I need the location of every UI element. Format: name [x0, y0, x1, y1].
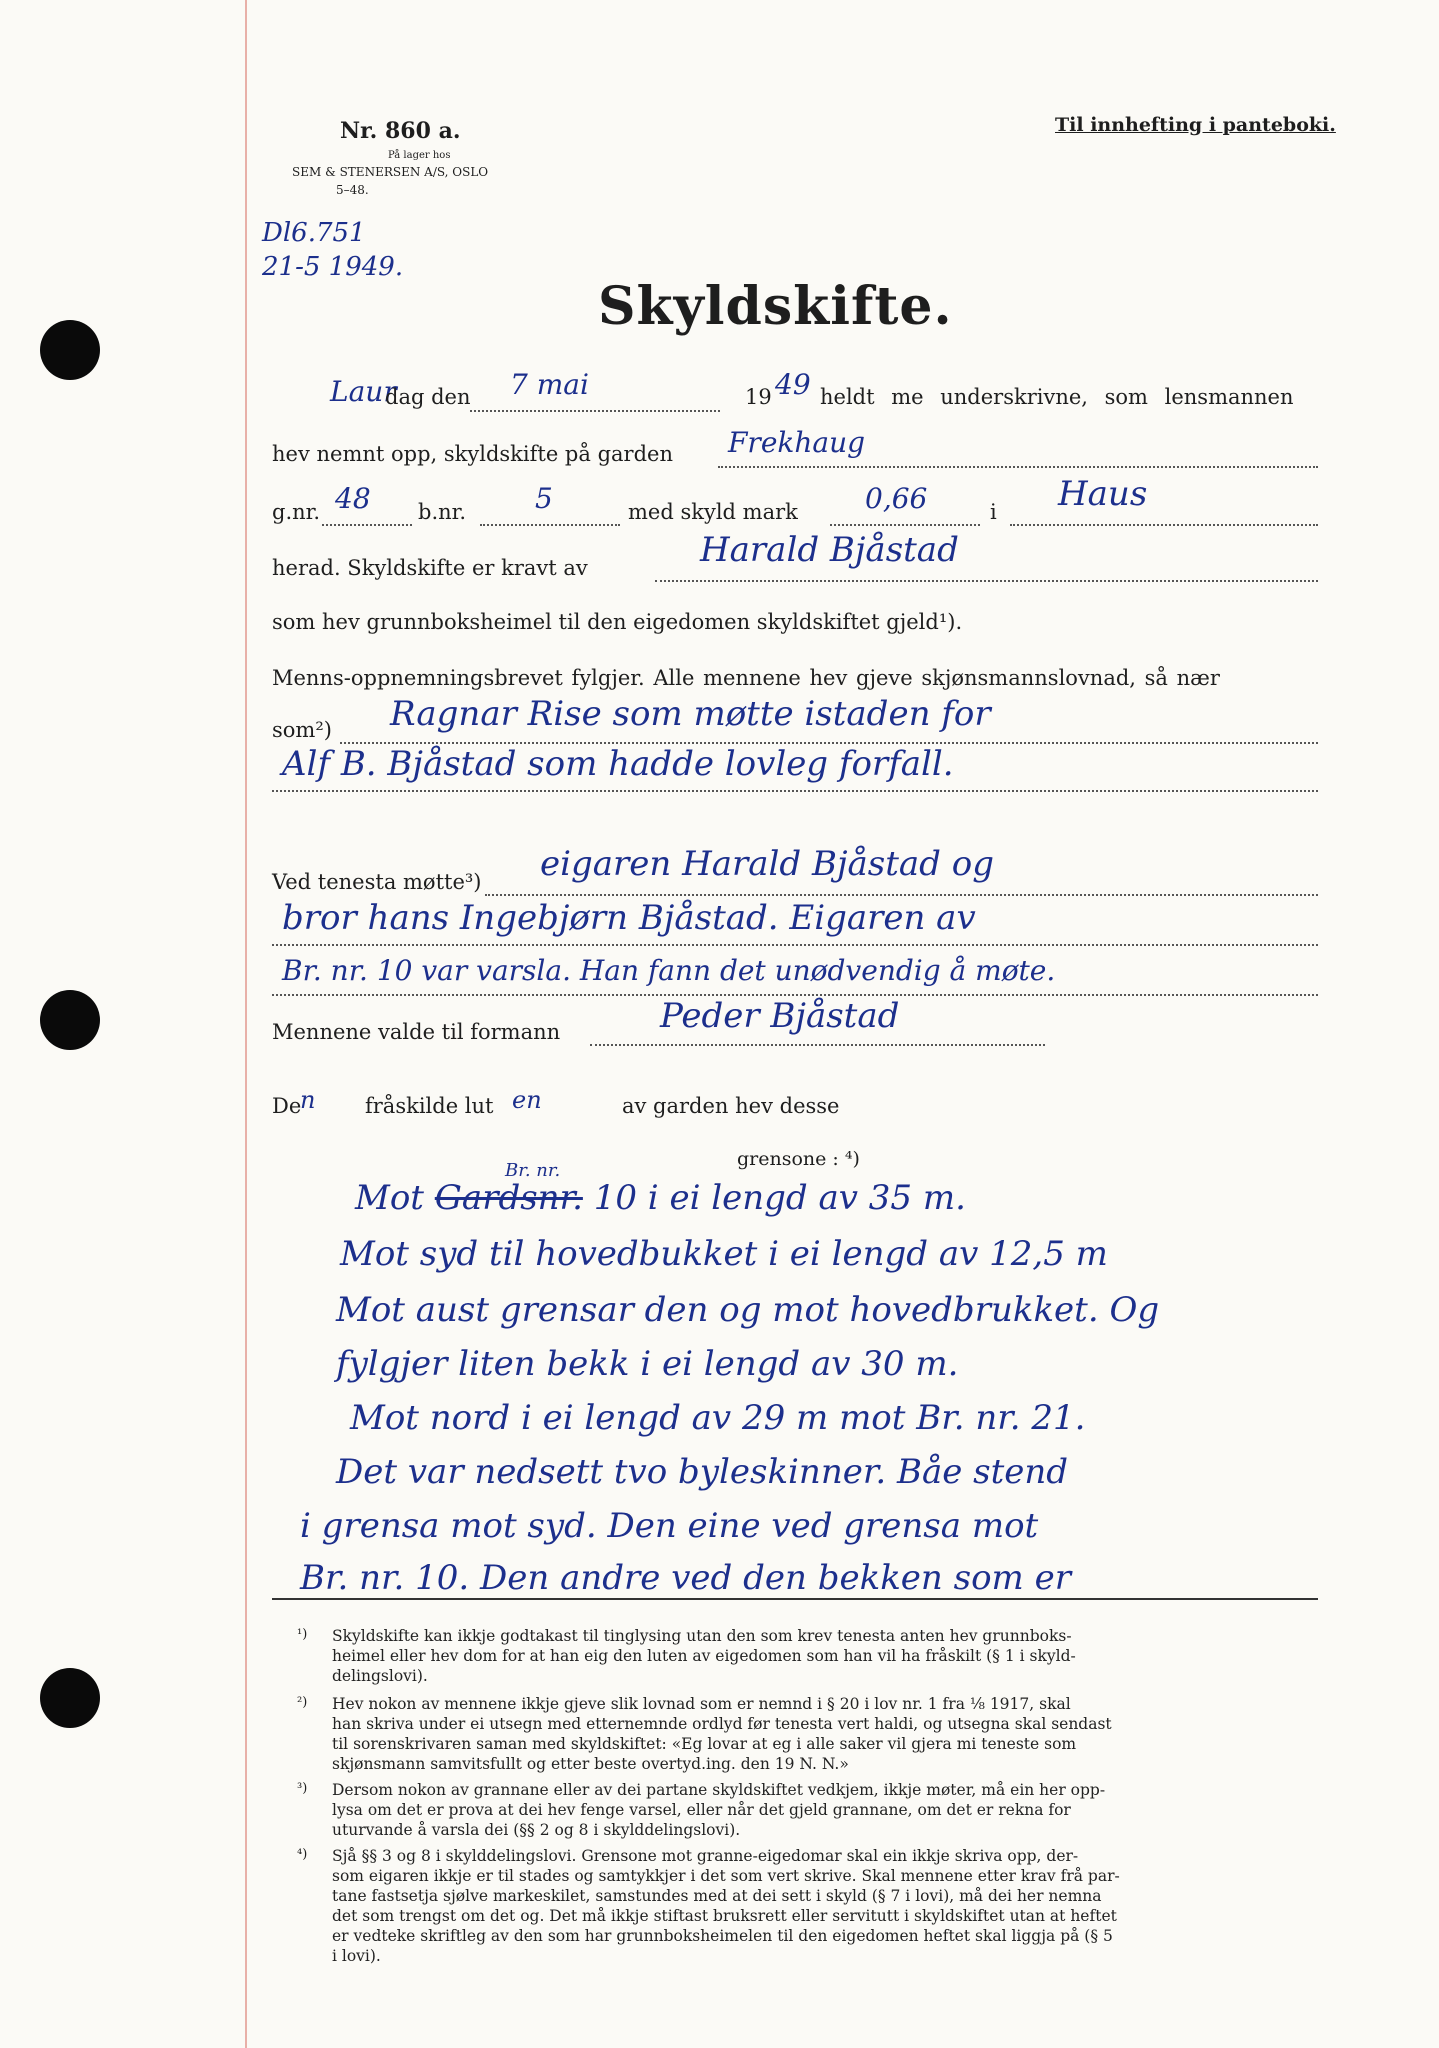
skyld-label: med skyld mark: [628, 500, 798, 524]
printer-line-1: På lager hos: [388, 150, 451, 161]
herad-handwritten: Haus: [1058, 474, 1148, 514]
boundary-insert-handwritten: Br. nr.: [505, 1160, 561, 1181]
line10-dots: [272, 944, 1318, 946]
registration-stamp-line-2: 21-5 1949.: [262, 252, 404, 282]
page-title: Skyldskifte.: [598, 276, 953, 337]
footnote-3-line-1: Dersom nokon av grannane eller av dei partane skyldskiftet vedkjem, ikkje møter, må ein her opp-: [332, 1781, 1106, 1799]
form-number: Nr. 860 a.: [340, 118, 461, 144]
footnote-4-line-2: som eigaren ikkje er til stades og samtykkjer i det som vert skrive. Skal mennene etter krav frå par-: [332, 1867, 1120, 1885]
line10-handwritten: bror hans Ingebjørn Bjåstad. Eigaren av: [282, 898, 976, 938]
line8-dots: [272, 790, 1318, 792]
year-print: 19: [745, 385, 772, 409]
footnote-1-number: ¹): [297, 1627, 308, 1642]
top-right-note: Til innhefting i panteboki.: [1055, 114, 1336, 136]
day-label: dag den: [385, 385, 471, 409]
footnote-2-number: ²): [297, 1695, 308, 1710]
bnr-line: [480, 524, 620, 526]
skyld-line: [830, 524, 980, 526]
boundary-line-3: Mot aust grensar den og mot hovedbrukket. Og: [336, 1290, 1160, 1330]
footnote-4-line-3: tane fastsetja sjølve markeskilet, samstundes med at dei sett i skyld (§ 7 i lovi), må dei her nemna: [332, 1887, 1102, 1905]
chairman-handwritten: Peder Bjåstad: [660, 996, 900, 1036]
bnr-handwritten: 5: [535, 482, 553, 515]
line5-text: som hev grunnboksheimel til den eigedomen skyldskiftet gjeld¹).: [272, 610, 963, 634]
herad-line: [1010, 524, 1318, 526]
line2-text: hev nemnt opp, skyldskifte på garden: [272, 442, 673, 466]
footnote-1-line-3: delingslovi).: [332, 1667, 428, 1685]
footnote-2-line-1: Hev nokon av mennene ikkje gjeve slik lovnad som er nemnd i § 20 i lov nr. 1 fra ⅛ 1917, skal: [332, 1695, 1071, 1713]
boundary-line-1-a: Mot: [355, 1178, 424, 1218]
date-handwritten: 7 mai: [510, 368, 589, 401]
line9-dots: [485, 894, 1318, 896]
footnote-4-line-1: Sjå §§ 3 og 8 i skylddelingslovi. Grensone mot granne-eigedomar skal ein ikkje skriva opp, der-: [332, 1847, 1079, 1865]
chairman-line: [590, 1044, 1045, 1046]
boundary-line-4: fylgjer liten bekk i ei lengd av 30 m.: [336, 1344, 959, 1384]
punch-hole-top: [40, 320, 100, 380]
footnote-2-line-2: han skriva under ei utsegn med etternemnde ordlyd før tenesta vert haldi, og utsegna skal sendast: [332, 1715, 1112, 1733]
date-line: [470, 410, 720, 412]
grensone-label: grensone : ⁴): [737, 1148, 860, 1170]
boundary-line-7: i grensa mot syd. Den eine ved grensa mot: [300, 1506, 1039, 1546]
boundary-line-1: [355, 1178, 966, 1218]
boundary-line-1-b: 10 i ei lengd av 35 m.: [593, 1178, 966, 1218]
farm-line: [718, 466, 1318, 468]
footnote-separator: [272, 1598, 1318, 1600]
gnr-label: g.nr.: [272, 500, 321, 524]
punch-hole-middle: [40, 990, 100, 1050]
footnote-2-line-3: til sorenskrivaren saman med skyldskiftet: «Eg lovar at eg i alle saker vil gjera mi teneste som: [332, 1735, 1077, 1753]
boundary-line-5: Mot nord i ei lengd av 29 m mot Br. nr. 21.: [350, 1398, 1086, 1438]
skyld-handwritten: 0,66: [865, 482, 928, 515]
lut-handwritten: en: [512, 1086, 542, 1114]
line7-text: som²): [272, 718, 332, 742]
day-handwritten: Laur: [330, 375, 397, 408]
farm-handwritten: Frekhaug: [728, 426, 866, 459]
footnote-4-line-5: er vedteke skriftleg av den som har grunnboksheimelen til den eigedomen heftet skal liggja på (§ 5: [332, 1927, 1113, 1945]
requester-line: [655, 580, 1318, 582]
boundary-line-6: Det var nedsett tvo byleskinner. Båe stend: [336, 1452, 1069, 1492]
footnote-4-number: ⁴): [297, 1847, 308, 1862]
bnr-label: b.nr.: [418, 500, 467, 524]
printer-line-3: 5–48.: [336, 183, 369, 197]
den-label: De: [272, 1094, 302, 1118]
line6-text: Menns-oppnemningsbrevet fylgjer. Alle mennene hev gjeve skjønsmannslovnad, så nær: [272, 666, 1220, 690]
gnr-line: [322, 524, 412, 526]
footnote-2-line-4: skjønsmann samvitsfullt og etter beste overtyd.ing. den 19 N. N.»: [332, 1755, 849, 1773]
chairman-label: Mennene valde til formann: [272, 1020, 561, 1044]
footnote-3-line-3: uturvande å varsla dei (§§ 2 og 8 i skylddelingslovi).: [332, 1821, 741, 1839]
printer-line-2: SEM & STENERSEN A/S, OSLO: [292, 165, 489, 179]
registration-stamp-line-1: Dl6.751: [262, 218, 366, 248]
line9-text: Ved tenesta møtte³): [272, 870, 482, 894]
footnote-3-number: ³): [297, 1781, 308, 1796]
margin-line: [245, 0, 247, 2048]
line7-handwritten: Ragnar Rise som møtte istaden for: [390, 694, 991, 734]
boundary-line-8: Br. nr. 10. Den andre ved den bekken som er: [300, 1558, 1071, 1598]
line4-text: herad. Skyldskifte er kravt av: [272, 556, 588, 580]
footnote-4-line-4: det som trengst om det og. Det må ikkje stiftast bruksrett eller servitutt i skyldskiftet utan at heftet: [332, 1907, 1117, 1925]
fraskilde-label: fråskilde lut: [365, 1094, 494, 1118]
herad-i-label: i: [990, 500, 997, 524]
footnote-4-line-6: i lovi).: [332, 1947, 381, 1965]
year-handwritten: 49: [775, 368, 811, 401]
den-handwritten: n: [300, 1086, 316, 1114]
line9-handwritten: eigaren Harald Bjåstad og: [540, 844, 994, 884]
boundary-line-1-struck: Gardsnr.: [434, 1178, 583, 1218]
line11-handwritten: Br. nr. 10 var varsla. Han fann det unødvendig å møte.: [282, 954, 1056, 987]
footnote-1-line-2: heimel eller hev dom for at han eig den luten av eigedomen som han vil ha fråskilt (§ 1 i skyld-: [332, 1647, 1076, 1665]
line1-rest: heldt me underskrivne, som lensmannen: [820, 385, 1294, 409]
boundary-line-2: Mot syd til hovedbukket i ei lengd av 12,5 m: [340, 1234, 1108, 1274]
footnote-3-line-2: lysa om det er prova at dei hev fenge varsel, eller når det gjeld grannane, om det er rekna for: [332, 1801, 1071, 1819]
requester-handwritten: Harald Bjåstad: [700, 530, 959, 570]
punch-hole-bottom: [40, 1668, 100, 1728]
footnote-1-line-1: Skyldskifte kan ikkje godtakast til tinglysing utan den som krev tenesta anten hev grunnboks-: [332, 1627, 1072, 1645]
line8-handwritten: Alf B. Bjåstad som hadde lovleg forfall.: [282, 744, 954, 784]
line13-rest: av garden hev desse: [622, 1094, 840, 1118]
gnr-handwritten: 48: [335, 482, 371, 515]
